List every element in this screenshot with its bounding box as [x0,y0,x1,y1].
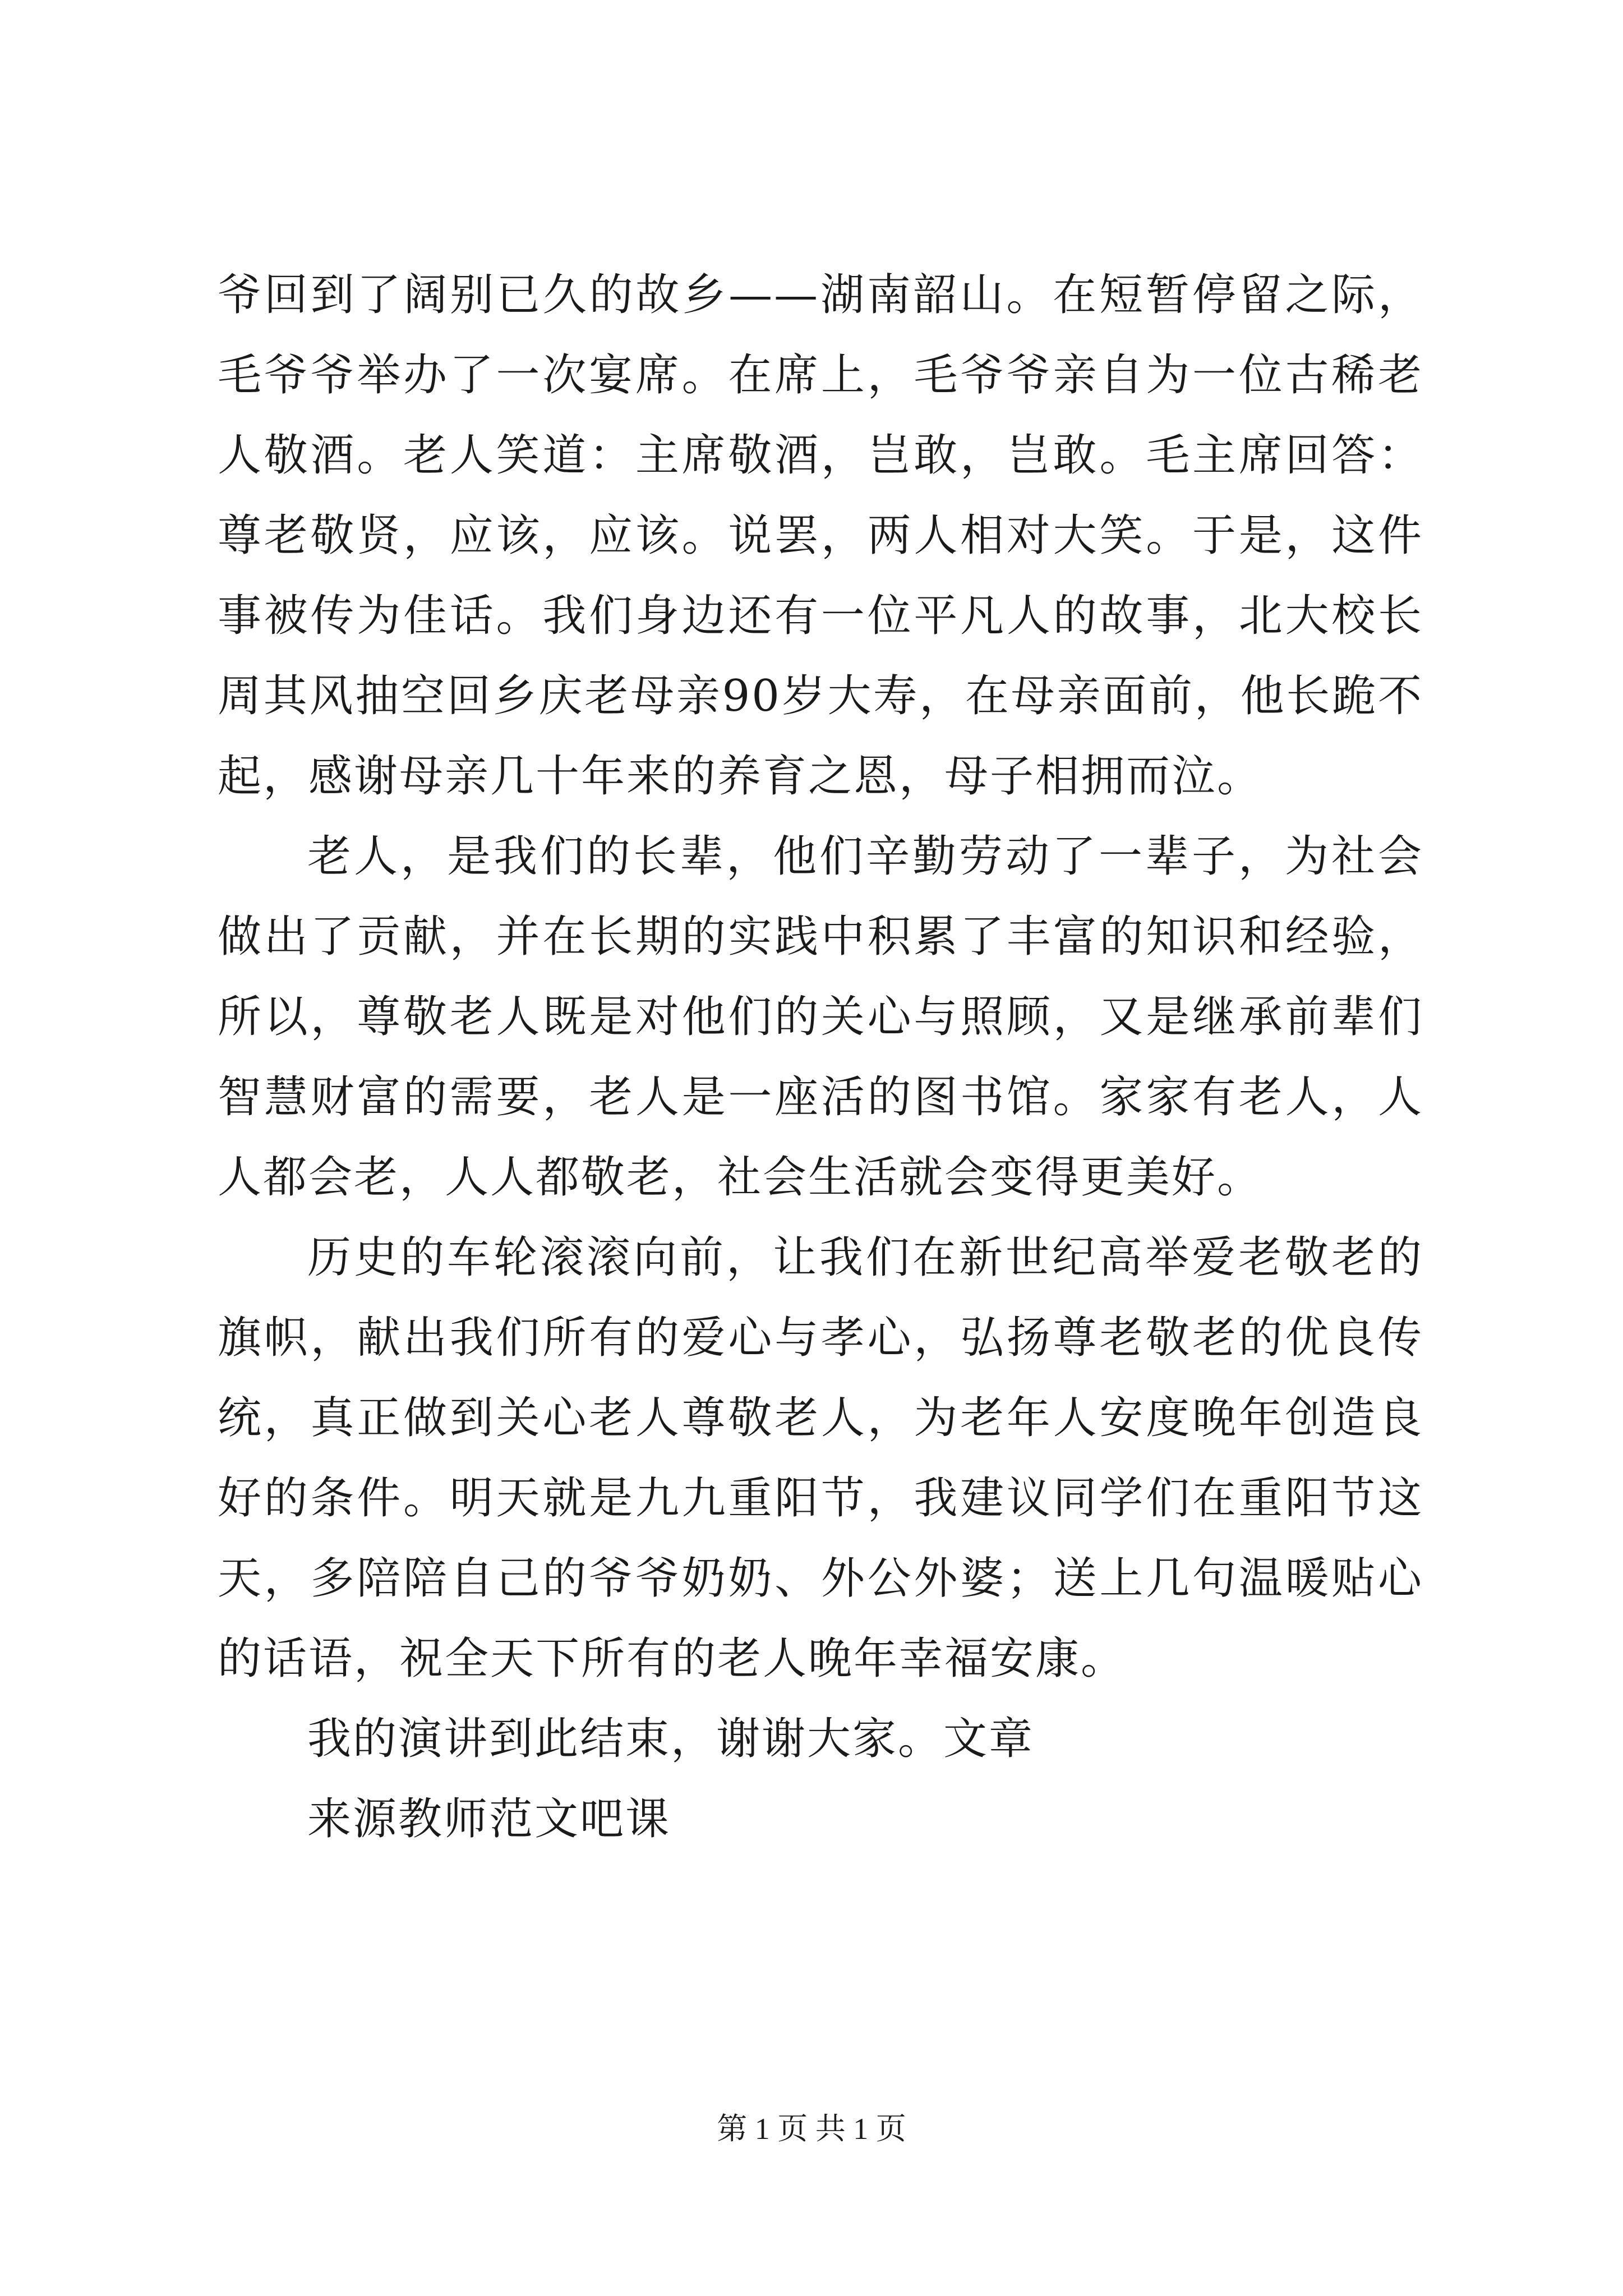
document-body [218,255,1423,1860]
page-footer: 第 1 页 共 1 页 [717,2112,906,2146]
paragraph-1: 爷回到了阔别已久的故乡——湖南韶山。在短暂停留之际，毛爷爷举办了一次宴席。在席上，毛爷爷亲自为一位古稀老人敬酒。老人笑道：主席敬酒，岂敢，岂敢。毛主席回答：尊老敬贤，应该，应该。说罢，两人相对大笑。于是，这件事被传为佳话。我们身边还有一位平凡人的故事，北大校长周其风抽空回乡庆老母亲90岁大寿，在母亲面前，他长跪不起，感谢母亲几十年来的养育之恩，母子相拥而泣。 [218,270,1423,802]
paragraph-2: 老人，是我们的长辈，他们辛勤劳动了一辈子，为社会做出了贡献，并在长期的实践中积累了丰富的知识和经验，所以，尊敬老人既是对他们的关心与照顾，又是继承前辈们智慧财富的需要，老人是一座活的图书馆。家家有老人，人人都会老，人人都敬老，社会生活就会变得更美好。 [218,831,1423,1203]
paragraph-5: 来源教师范文吧课 [307,1794,671,1844]
paragraph-4: 我的演讲到此结束，谢谢大家。文章 [307,1714,1035,1764]
paragraph-3: 历史的车轮滚滚向前，让我们在新世纪高举爱老敬老的旗帜，献出我们所有的爱心与孝心，弘扬尊老敬老的优良传统，真正做到关心老人尊敬老人，为老年人安度晚年创造良好的条件。明天就是九九重阳节，我建议同学们在重阳节这天，多陪陪自己的爷爷奶奶、外公外婆；送上几句温暖贴心的话语，祝全天下所有的老人晚年幸福安康。 [218,1232,1423,1684]
